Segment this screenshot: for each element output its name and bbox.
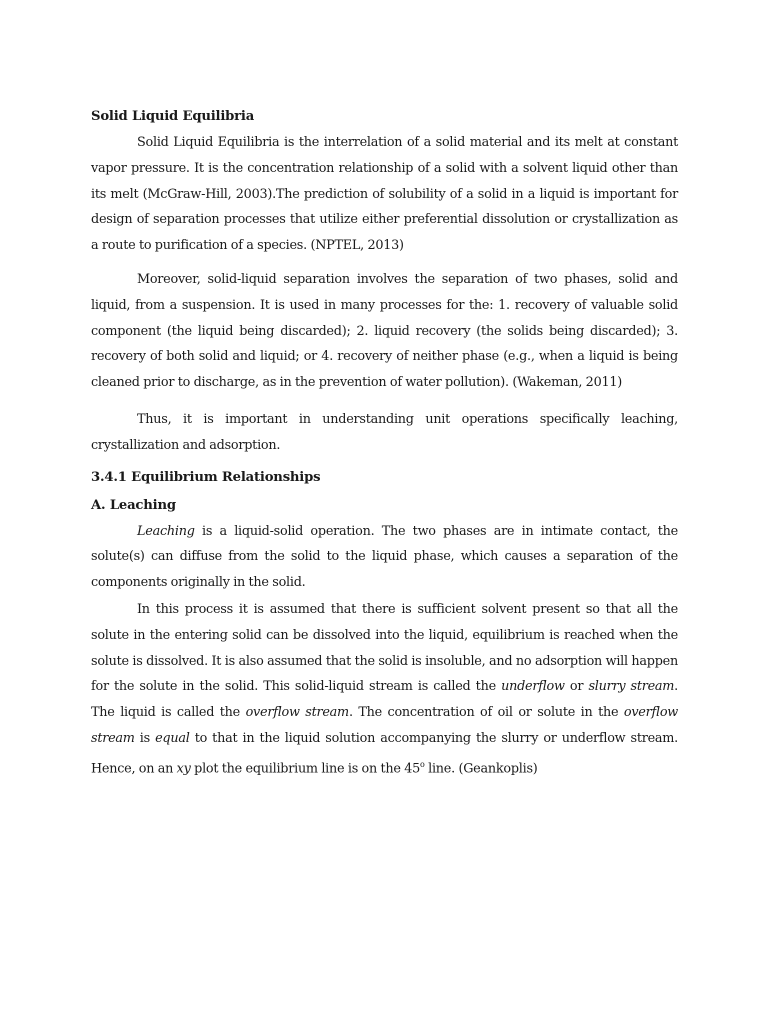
term-leaching: Leaching [137,523,195,539]
paragraph-4-text: is a liquid-solid operation. The two phases are in intimate contact, the solute(s) can diffuse from the solid to the liquid phase, which causes a separation of the components originally in the solid. [91,523,678,591]
paragraph-5-text-d: to that in the liquid solution accompanying the slurry or underflow stream. Hence, on an [91,730,678,776]
title-heading: Solid Liquid Equilibria [91,109,255,124]
paragraph-5-text-f: line. (Geankoplis) [424,761,538,776]
term-equal: equal [155,730,190,746]
section-heading: 3.4.1 Equilibrium Relationships [91,469,321,485]
term-slurry-stream: slurry stream [588,679,675,695]
term-xy: xy [176,761,191,776]
paragraph-5-text-b: . The liquid is called the [91,679,678,721]
paragraph-5 [91,597,678,782]
subsection-heading: A. Leaching [91,497,176,513]
degree-mark: o [420,759,425,769]
paragraph-5-text-a: In this process it is assumed that there is sufficient solvent present so that all the solute in the entering solid can be dissolved into the liquid, equilibrium is reached when the solute is dissolved. It is also assumed that the solid is insoluble, and no adsorption will happen for the solute in the solid. This solid-liquid stream is called the [91,601,678,695]
term-underflow: underflow [501,679,565,695]
paragraph-1: Solid Liquid Equilibria is the interrelation of a solid material and its melt at constant vapor pressure. It is the concentration relationship of a solid with a solvent liquid other than its melt (McGraw-Hill, 2003).The prediction of solubility of a solid in a liquid is important for design of separation processes that utilize either preferential dissolution or crystallization as a route to purification of a species. (NPTEL, 2013) [91,135,678,254]
paragraph-5-text-c: . The concentration of oil or solute in the [348,705,624,721]
document-page [91,104,678,782]
paragraph-2: Moreover, solid-liquid separation involves the separation of two phases, solid and liquid, from a suspension. It is used in many processes for the: 1. recovery of valuable solid component (the liquid being discarded); 2. liquid recovery (the solids being discarded); 3. recovery of both solid and liquid; or 4. recovery of neither phase (e.g., when a liquid is being cleaned prior to discharge, as in the prevention of water pollution). (Wakeman, 2011) [91,271,678,391]
paragraph-5-text-is: is [134,730,156,746]
paragraph-5-text-e: plot the equilibrium line is on the 45 [190,761,421,776]
term-overflow-stream-2: overflow stream [91,705,678,746]
paragraph-4 [91,519,678,596]
paragraph-5-text-or: or [564,679,589,695]
paragraph-3: Thus, it is important in understanding unit operations specifically leaching, crystallization and adsorption. [91,411,678,453]
term-overflow-stream: overflow stream [245,705,349,721]
